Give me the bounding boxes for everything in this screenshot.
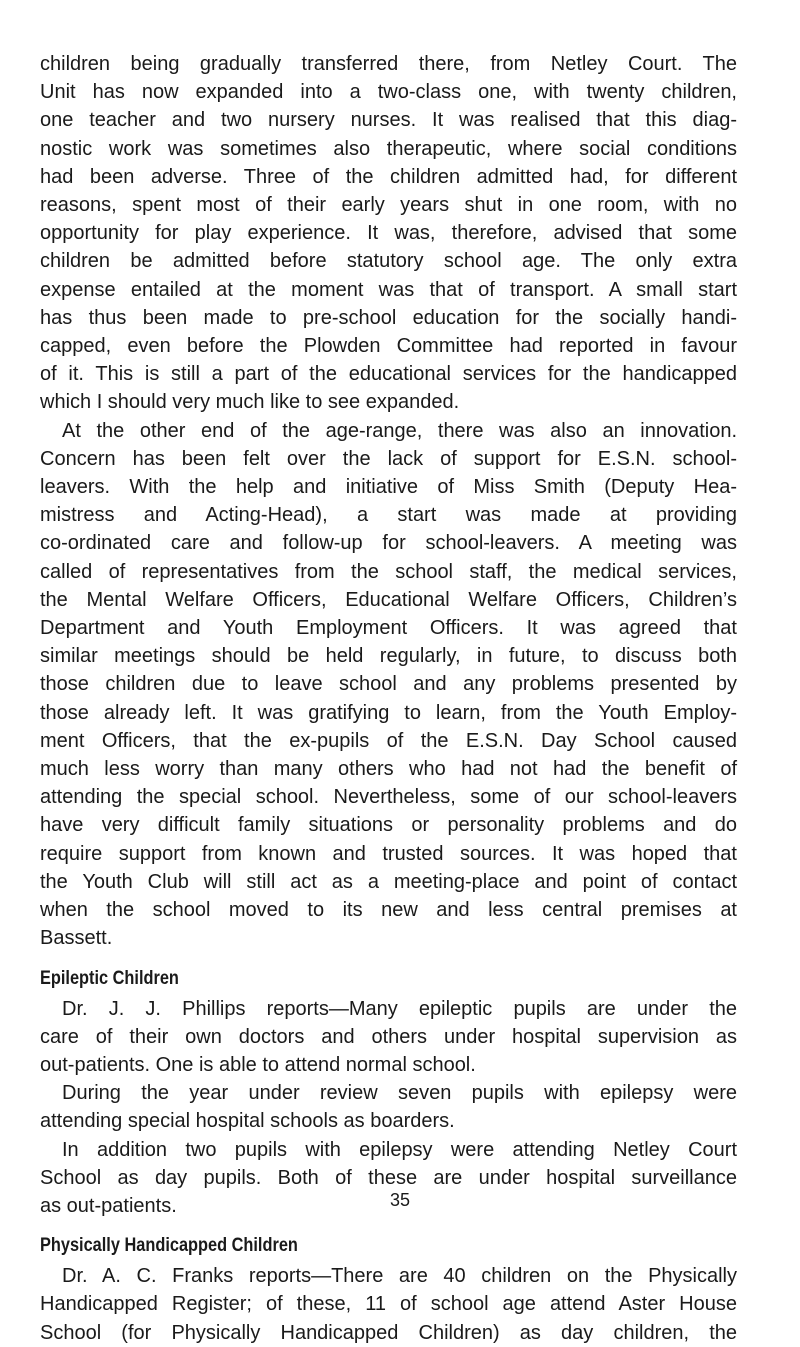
text-line: In addition two pupils with epilepsy were attending Netley Court bbox=[62, 1138, 737, 1161]
text-line: has thus been made to pre-school education for the socially handi- bbox=[40, 306, 737, 329]
section-heading-epileptic: Epileptic Children bbox=[40, 967, 179, 989]
text-line: children be admitted before statutory school age. The only extra bbox=[40, 250, 737, 273]
text-line: one teacher and two nursery nurses. It was realised that this diag- bbox=[40, 109, 737, 132]
section-heading-physically-handicapped: Physically Handicapped Children bbox=[40, 1235, 298, 1257]
text-line: as out-patients. bbox=[40, 1194, 177, 1217]
text-line: much less worry than many others who had not had the benefit of bbox=[40, 758, 737, 781]
text-line: Dr. A. C. Franks reports—There are 40 children on the Physically bbox=[62, 1265, 737, 1288]
paragraph-physically-handicapped-report bbox=[40, 1262, 737, 1347]
text-line: School (for Physically Handicapped Children) as day children, the bbox=[40, 1321, 737, 1344]
text-line: have very difficult family situations or personality problems and do bbox=[40, 814, 737, 837]
text-line: mistress and Acting-Head), a start was made at providing bbox=[40, 504, 737, 527]
text-line: capped, even before the Plowden Committee had reported in favour bbox=[40, 335, 737, 358]
text-line: Dr. J. J. Phillips reports—Many epileptic pupils are under the bbox=[62, 997, 737, 1020]
text-line: care of their own doctors and others under hospital supervision as bbox=[40, 1025, 737, 1048]
paragraph-epileptic-report bbox=[40, 995, 737, 1080]
document-page bbox=[40, 50, 737, 1347]
text-line: out-patients. One is able to attend normal school. bbox=[40, 1053, 476, 1076]
text-line: the Mental Welfare Officers, Educational Welfare Officers, Children’s bbox=[40, 588, 737, 611]
page-number: 35 bbox=[389, 1190, 411, 1210]
text-line: At the other end of the age-range, there was also an innovation. bbox=[62, 419, 737, 442]
text-line: ment Officers, that the ex-pupils of the E.S.N. Day School caused bbox=[40, 729, 737, 752]
text-line: Handicapped Register; of these, 11 of school age attend Aster House bbox=[40, 1293, 737, 1316]
text-line: reasons, spent most of their early years shut in one room, with no bbox=[40, 194, 737, 217]
text-line: attending the special school. Nevertheless, some of our school-leavers bbox=[40, 786, 737, 809]
text-line: opportunity for play experience. It was, therefore, advised that some bbox=[40, 222, 737, 245]
text-line: which I should very much like to see expanded. bbox=[40, 391, 460, 414]
text-line: attending special hospital schools as boarders. bbox=[40, 1110, 455, 1133]
text-line: those children due to leave school and any problems presented by bbox=[40, 673, 737, 696]
text-line: leavers. With the help and initiative of Miss Smith (Deputy Hea- bbox=[40, 476, 737, 499]
text-line: School as day pupils. Both of these are under hospital surveillance bbox=[40, 1166, 737, 1189]
text-line: require support from known and trusted sources. It was hoped that bbox=[40, 842, 737, 865]
text-line: co-ordinated care and follow-up for school-leavers. A meeting was bbox=[40, 532, 737, 555]
text-line: During the year under review seven pupils with epilepsy were bbox=[62, 1082, 737, 1105]
text-line: Unit has now expanded into a two-class one, with twenty children, bbox=[40, 81, 737, 104]
text-line: called of representatives from the school staff, the medical services, bbox=[40, 560, 737, 583]
text-line: similar meetings should be held regularly, in future, to discuss both bbox=[40, 645, 737, 668]
paragraph-epileptic-boarders bbox=[40, 1079, 737, 1135]
text-line: expense entailed at the moment was that of transport. A small start bbox=[40, 278, 737, 301]
text-line: the Youth Club will still act as a meeting-place and point of contact bbox=[40, 870, 737, 893]
text-line: of it. This is still a part of the educational services for the handicapped bbox=[40, 363, 737, 386]
text-line: Department and Youth Employment Officers. It was agreed that bbox=[40, 617, 737, 640]
text-line: those already left. It was gratifying to learn, from the Youth Employ- bbox=[40, 701, 737, 724]
text-line: had been adverse. Three of the children admitted had, for different bbox=[40, 165, 737, 188]
text-line: when the school moved to its new and less central premises at bbox=[40, 899, 737, 922]
text-line: Bassett. bbox=[40, 927, 113, 950]
text-line: children being gradually transferred there, from Netley Court. The bbox=[40, 53, 737, 75]
paragraph-pre-school-unit bbox=[40, 50, 737, 417]
text-line: nostic work was sometimes also therapeutic, where social conditions bbox=[40, 137, 737, 160]
text-line: Concern has been felt over the lack of support for E.S.N. school- bbox=[40, 447, 737, 470]
paragraph-school-leavers bbox=[40, 417, 737, 953]
